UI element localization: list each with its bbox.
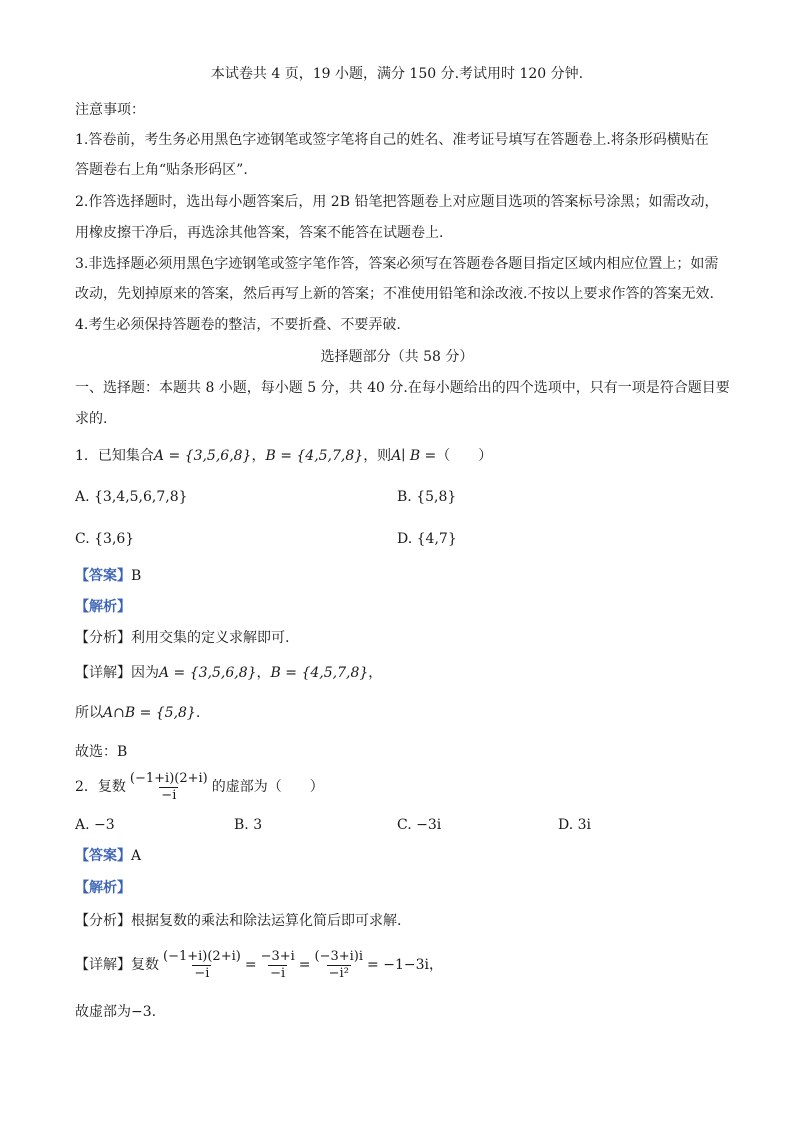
q1-option-a-letter: A. — [75, 489, 90, 505]
q2-detail-fraction-1-denominator: −i — [194, 965, 210, 981]
section-intro-1: 一、选择题：本题共 8 小题，每小题 5 分，共 40 分.在每小题给出的四个选项中，只有一项是符合题目要 — [75, 380, 730, 396]
q2-option-c-text: −3i — [416, 817, 442, 833]
q1-detail-because: 因为 — [131, 665, 159, 681]
q1-stem — [75, 446, 492, 466]
q2-option-c — [397, 815, 441, 835]
q1-option-a-text: {3,4,5,6,7,8} — [94, 489, 188, 505]
q1-option-d-text: {4,7} — [416, 531, 457, 547]
q1-expression: A∣ B = — [391, 448, 437, 464]
q1-detail-set-b: B = {4,5,7,8} — [270, 665, 369, 681]
exam-header-line: 本试卷共 4 页，19 小题，满分 150 分.考试用时 120 分钟. — [210, 66, 584, 82]
q2-option-a-text: −3 — [94, 817, 115, 833]
q1-detail-end: ， — [368, 665, 383, 681]
q2-option-b-letter: B. — [234, 817, 249, 833]
q2-detail-fraction-3-denominator: −i² — [328, 965, 349, 981]
q2-detail-result: = −1−3i — [367, 957, 429, 973]
q2-answer: A — [131, 848, 142, 864]
q2-detail-end: ， — [428, 957, 443, 973]
q1-prefix: 1．已知集合 — [75, 448, 154, 464]
q2-prefix: 2．复数 — [75, 779, 126, 795]
q2-detail-fraction-3-numerator: (−3+i)i — [314, 948, 364, 964]
q1-so-expression: A∩B = {5,8} — [103, 705, 196, 721]
notice-line-3: 2.作答选择题时，选出每小题答案后，用 2B 铅笔把答题卷上对应题目选项的答案标号涂黑；如需改动， — [75, 194, 719, 210]
q1-choose-line: 故选：B — [75, 744, 128, 760]
q2-fenxi-text: 根据复数的乘法和除法运算化简后即可求解. — [131, 913, 402, 929]
notice-title: 注意事项： — [75, 102, 145, 118]
q2-detail-line — [75, 942, 443, 988]
q1-answer-line — [75, 566, 141, 586]
q1-option-d-letter: D. — [397, 531, 413, 547]
q2-detail-fraction-1-numerator: (−1+i)(2+i) — [163, 948, 241, 964]
q1-set-b: B = {4,5,7,8} — [265, 448, 364, 464]
q1-so-prefix: 所以 — [75, 705, 103, 721]
q1-analysis-tag: 【解析】 — [75, 599, 131, 615]
q2-fenxi-tag: 【分析】 — [75, 913, 131, 929]
q1-set-a: A = {3,5,6,8} — [153, 448, 252, 464]
q1-detail-set-a: A = {3,5,6,8} — [159, 665, 257, 681]
q2-fraction — [128, 771, 210, 804]
q2-answer-line — [75, 846, 141, 866]
q1-then: ，则 — [363, 448, 392, 464]
q2-detail-fraction-2 — [259, 949, 297, 982]
q1-option-b-letter: B. — [397, 489, 412, 505]
q1-so-end: . — [195, 705, 201, 721]
q2-answer-tag: 【答案】 — [75, 848, 131, 864]
q2-option-d — [558, 815, 591, 835]
q2-detail-equals-1: = — [244, 957, 257, 973]
q1-comma: ， — [251, 448, 266, 464]
q1-option-a — [75, 487, 188, 507]
q2-option-c-letter: C. — [397, 817, 412, 833]
q1-option-b-text: {5,8} — [416, 489, 457, 505]
notice-line-5: 3.非选择题必须用黑色字迹钢笔或签字笔作答，答案必须写在答题卷各题目指定区域内相应位置上；如需 — [75, 256, 719, 272]
q2-detail-tag: 【详解】 — [75, 957, 131, 973]
q2-conclusion-line: 故虚部为−3. — [75, 1004, 157, 1020]
q2-analysis-tag: 【解析】 — [75, 880, 131, 896]
q1-option-b — [397, 487, 456, 507]
q1-detail-tag: 【详解】 — [75, 665, 131, 681]
q1-option-c-letter: C. — [75, 531, 90, 547]
q2-option-d-text: 3i — [577, 817, 592, 833]
q2-option-b-text: 3 — [253, 817, 263, 833]
section-intro-2: 求的. — [75, 411, 108, 427]
q2-detail-equals-2: = — [298, 957, 311, 973]
q2-option-d-letter: D. — [558, 817, 574, 833]
q1-detail-line — [75, 663, 382, 683]
q2-detail-word: 复数 — [131, 957, 159, 973]
q1-blank-paren: （ ） — [436, 448, 493, 464]
notice-line-1: 1.答卷前，考生务必用黑色字迹钢笔或签字笔将自己的姓名、准考证号填写在答题卷上.将条形码横贴在 — [75, 132, 709, 148]
notice-line-2: 答题卷右上角“贴条形码区”. — [75, 162, 248, 178]
q2-analysis-line — [75, 878, 131, 898]
q2-fraction-numerator: (−1+i)(2+i) — [129, 770, 208, 786]
q2-detail-fraction-1 — [161, 949, 243, 982]
notice-line-7: 4.考生必须保持答题卷的整洁，不要折叠、不要弄破. — [75, 317, 401, 333]
q2-detail-fraction-3 — [313, 949, 366, 982]
q2-option-a-letter: A. — [75, 817, 90, 833]
q2-option-b — [234, 815, 262, 835]
q1-option-c-text: {3,6} — [94, 531, 135, 547]
q1-detail-sep: ， — [256, 665, 271, 681]
q2-fenxi-line — [75, 911, 401, 931]
notice-line-4: 用橡皮擦干净后，再选涂其他答案，答案不能答在试题卷上. — [75, 225, 444, 241]
section-title: 选择题部分（共 58 分） — [320, 349, 474, 365]
q2-option-a — [75, 815, 115, 835]
q1-fenxi-text: 利用交集的定义求解即可. — [131, 630, 290, 646]
q1-option-c — [75, 529, 134, 549]
q1-answer-tag: 【答案】 — [75, 568, 131, 584]
q2-stem — [75, 770, 324, 804]
q1-fenxi-line — [75, 628, 289, 648]
q1-option-d — [397, 529, 457, 549]
q1-so-line — [75, 703, 200, 723]
q2-fraction-denominator: −i — [161, 787, 177, 803]
q2-detail-fraction-2-numerator: −3+i — [260, 948, 295, 964]
q2-suffix: 的虚部为（ ） — [211, 779, 324, 795]
notice-line-6: 改动，先划掉原来的答案，然后再写上新的答案；不准使用铅笔和涂改液.不按以上要求作答的答案无效. — [75, 286, 714, 302]
q2-detail-fraction-2-denominator: −i — [270, 965, 286, 981]
q1-fenxi-tag: 【分析】 — [75, 630, 131, 646]
q1-analysis-line — [75, 597, 131, 617]
q1-answer: B — [131, 568, 142, 584]
